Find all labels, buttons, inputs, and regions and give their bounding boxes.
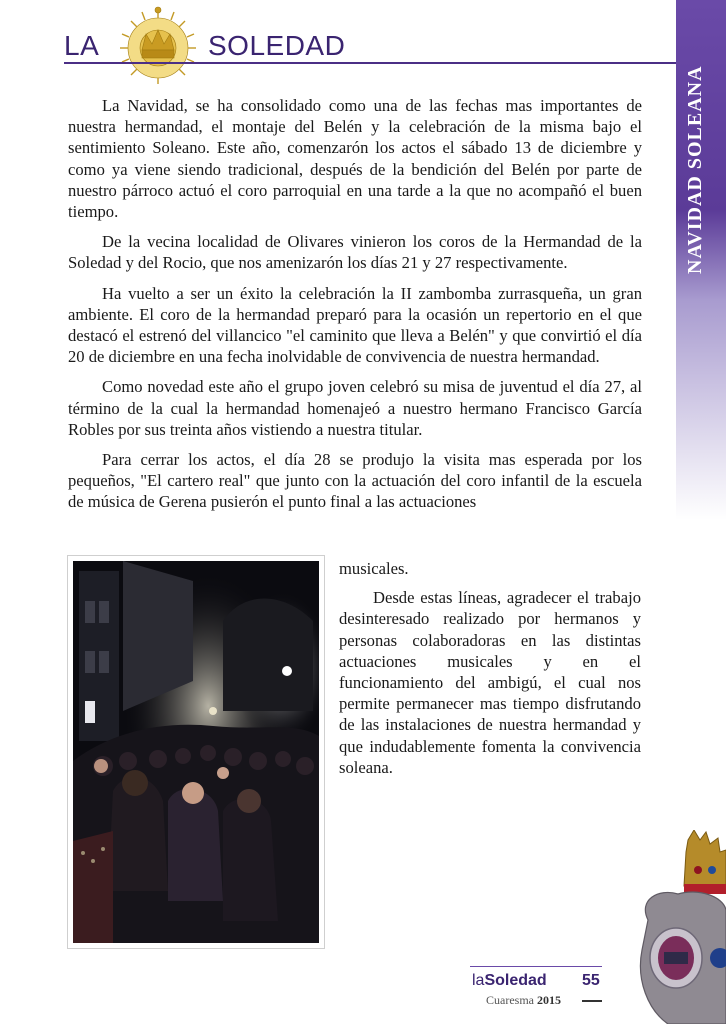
footer-brand-bold: Soledad (484, 972, 547, 989)
brotherhood-emblem (628, 830, 726, 1024)
page-header (0, 0, 680, 75)
footer-magazine-name (472, 972, 547, 990)
header-rule (64, 62, 676, 64)
paragraph: La Navidad, se ha consolidado como una de las fechas mas importantes de nuestra hermandad, el montaje del Belén y la celebración de la misma bajo el sentimiento Soleano. Este año, comenzarón los actos el sábado 13 de diciembre y como ya viene siendo tradicional, después de la bendición del Belén por parte de nuestro párroco actuó el coro parroquial en una tarde a la que no acompañó el buen tiempo. (68, 96, 642, 222)
footer-issue (486, 993, 561, 1008)
footer-year: 2015 (536, 993, 561, 1007)
closing-paragraph: Desde estas líneas, agradecer el trabajo desinteresado realizado por hermanos y personas colaboradoras en las distintas actuaciones musicales y en el funcionamiento del ambigú, el cual nos permite permanecer mas tiempo disfrutando de las instalaciones de nuestra hermandad y que indudablemente fomenta la convivencia soleana. (339, 588, 641, 777)
event-photo (67, 555, 325, 949)
section-title-vertical: NAVIDAD SOLEANA (684, 65, 706, 274)
paragraph: Para cerrar los actos, el día 28 se produjo la visita mas esperada por los pequeños, "El cartero real" que junto con la actuación del coro infantil de la escuela de música de Gerena pusierón el punto final a las actuaciones (68, 450, 642, 512)
footer-brand-light: la (472, 972, 485, 989)
paragraph: De la vecina localidad de Olivares vinieron los coros de la Hermandad de la Soledad y del Rocio, que nos amenizarón los días 21 y 27 respectivamente. (68, 232, 642, 273)
paragraph: Ha vuelto a ser un éxito la celebración la II zambomba zurrasqueña, un gran ambiente. El coro de la hermandad preparó para la ocasión un repertorio en el que destacó el estrenó del villancico "el caminito que lleva a Belén" y que convirtió el día 20 de diciembre en una fecha inolvidable de convivencia de nuestra hermandad. (68, 283, 642, 367)
footer-rule (470, 966, 602, 967)
article-body (68, 95, 642, 522)
paragraph-continuation: musicales. (339, 559, 409, 578)
header-title-right: SOLEDAD (208, 30, 346, 61)
page-number: 55 (582, 972, 600, 989)
footer-dash (582, 1000, 602, 1002)
header-title-left: LA (64, 30, 100, 61)
footer-season: Cuaresma (486, 993, 534, 1007)
article-side-column (339, 558, 641, 778)
paragraph: Como novedad este año el grupo joven celebró su misa de juventud el día 27, al término de la cual la hermandad homenajeó a nuestro hermano Francisco García Robles por sus treinta años vistiendo a nuestra titular. (68, 377, 642, 439)
crown-halo-logo (112, 4, 204, 86)
side-band-fade (676, 300, 726, 520)
